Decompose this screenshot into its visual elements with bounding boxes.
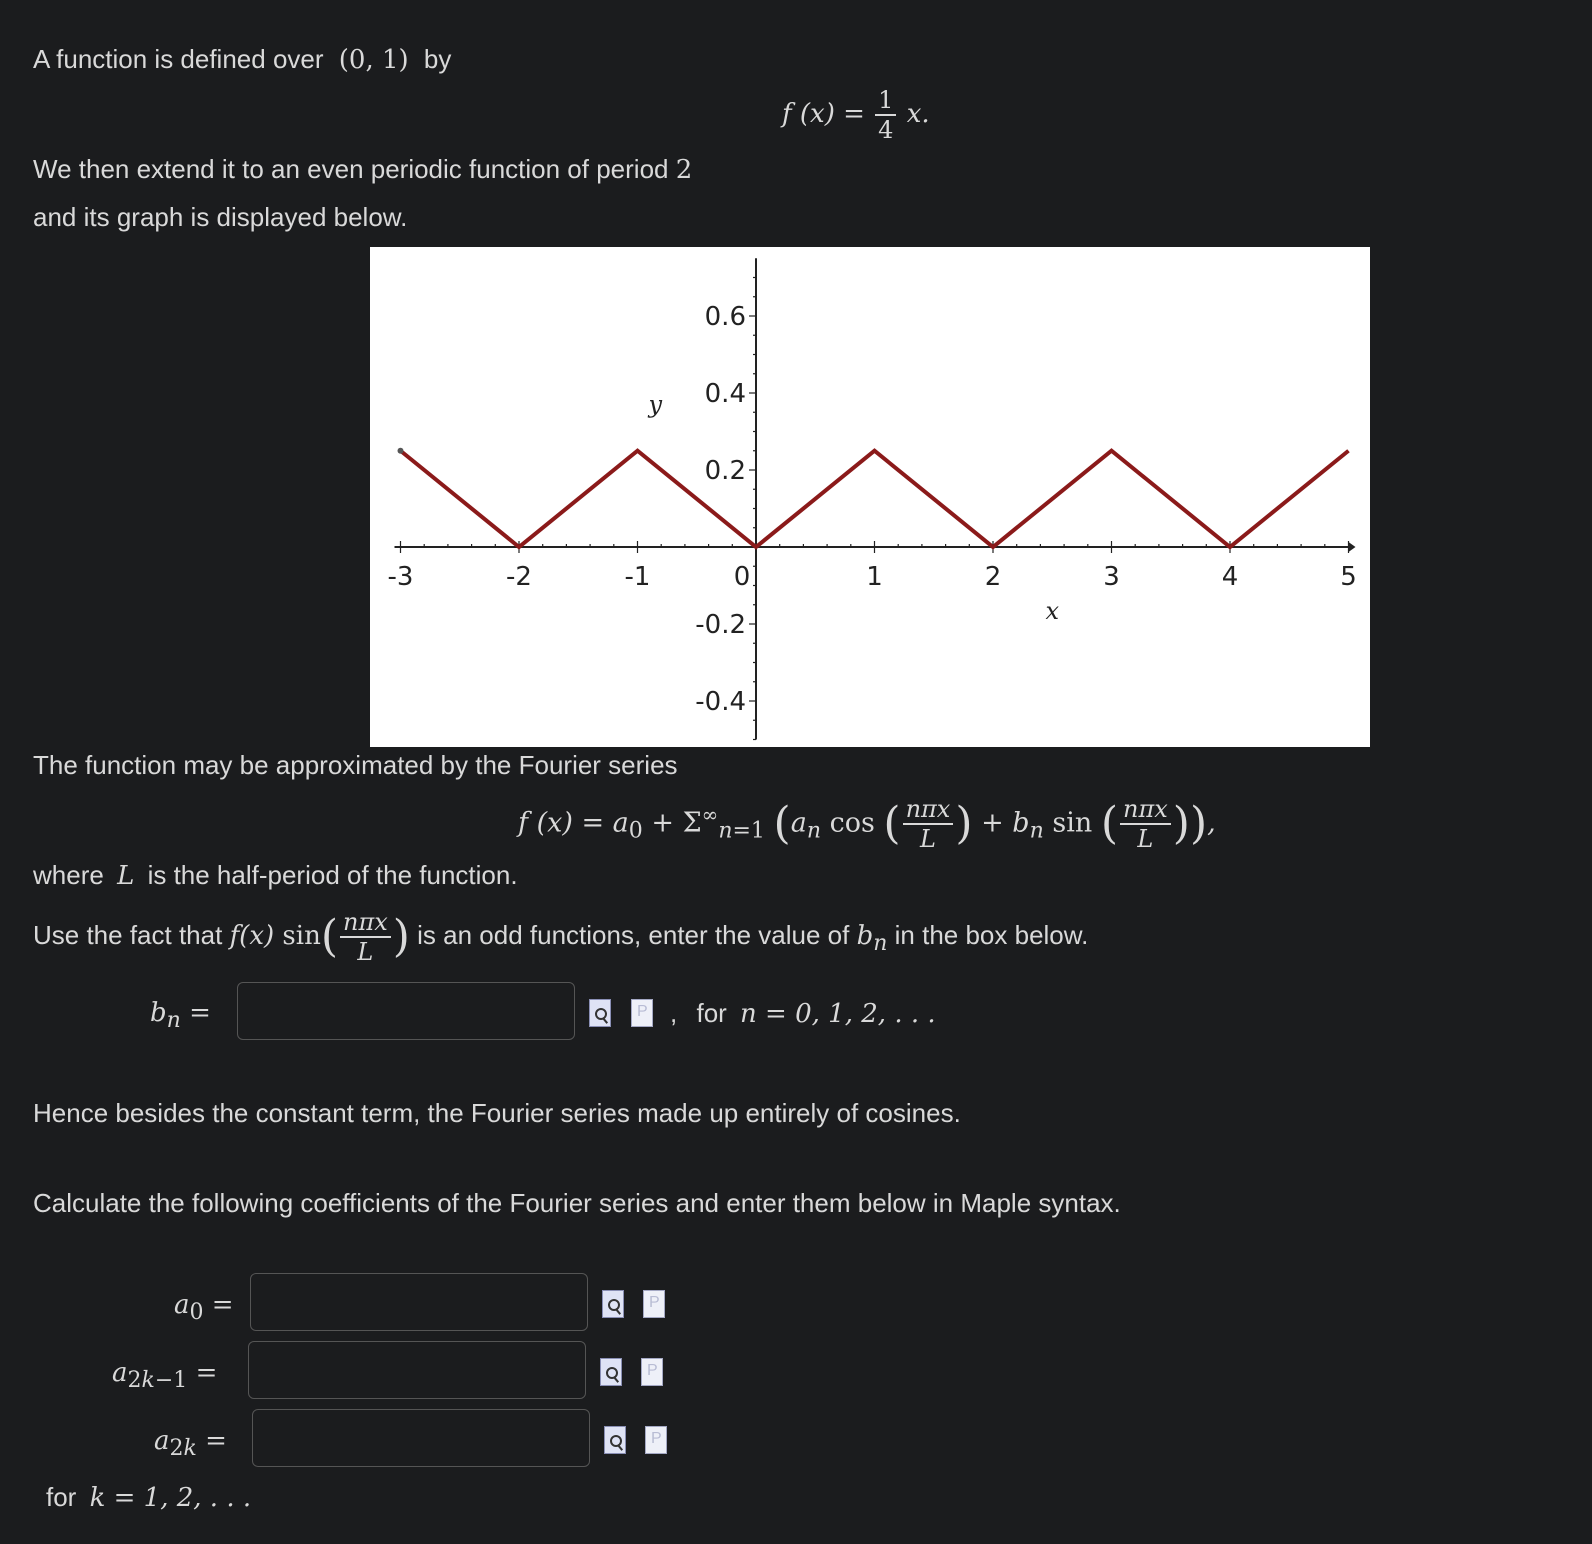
function-graph <box>370 247 1370 747</box>
series-line <box>401 451 1349 547</box>
help-icon[interactable] <box>643 1290 665 1318</box>
hence-line: Hence besides the constant term, the Fourier series made up entirely of cosines. <box>33 1098 961 1128</box>
interval: (0, 1) <box>338 45 409 75</box>
a0-input[interactable] <box>250 1273 588 1331</box>
x-axis-label: x <box>1045 597 1060 625</box>
extend-line-1: We then extend it to an even periodic function of period 2 <box>33 154 693 185</box>
intro-line: A function is defined over (0, 1) by <box>33 44 452 75</box>
x-tick-label: -2 <box>506 562 532 592</box>
calc-line: Calculate the following coefficients of the Fourier series and enter them below in Maple syntax. <box>33 1188 1121 1218</box>
function-formula: f (x) = $\frac{1}{4}$ x. <box>782 86 930 144</box>
extend-line-2: and its graph is displayed below. <box>33 202 408 232</box>
series-lead: The function may be approximated by the Fourier series <box>33 750 678 780</box>
x-tick-label: 2 <box>984 562 1002 592</box>
x-tick-label: 1 <box>866 562 883 592</box>
x-tick-label: 0 <box>733 562 751 592</box>
y-tick-label: -0.2 <box>695 610 746 640</box>
bn-range: , for n = 0, 1, 2, . . . <box>670 998 936 1029</box>
y-tick-label: -0.4 <box>695 687 746 717</box>
x-tick-label: -3 <box>387 562 414 592</box>
bn-label: $b_n$ = <box>150 998 211 1033</box>
a2km1-label: $a_{2k-1}$ = <box>112 1358 218 1393</box>
series-start-point <box>398 448 404 454</box>
x-tick-label: 5 <box>1340 562 1357 592</box>
preview-icon[interactable] <box>600 1358 622 1386</box>
use-fact-line: Use the fact that f(x) sin( $\frac{\text{nπx}}{L}$ ) is an odd functions, enter the value of $b_n$ in the box below. <box>33 908 1089 966</box>
help-icon[interactable] <box>645 1426 667 1454</box>
help-icon[interactable] <box>631 999 653 1027</box>
a0-label: $a_0$ = <box>174 1290 234 1325</box>
x-tick-label: 4 <box>1221 562 1239 592</box>
k-range: for k = 1, 2, . . . <box>46 1482 252 1513</box>
x-tick-label: 3 <box>1103 562 1120 592</box>
where-line: where L is the half-period of the function. <box>33 860 518 891</box>
a2km1-input[interactable] <box>248 1341 586 1399</box>
y-axis-label: y <box>648 390 663 419</box>
preview-icon[interactable] <box>602 1290 624 1318</box>
bn-input[interactable] <box>237 982 575 1040</box>
a2k-label: $a_{2k}$ = <box>154 1426 227 1461</box>
y-tick-label: 0.4 <box>704 379 746 409</box>
fourier-series-formula: f $(x) = a_0 + \Sigma^\infty_{n=1}$ ($a_n$ cos ( $\frac{\text{nπx}}{L}$ ) + $b_n$ sin ( $\frac{\text{nπx}}{L}$ )), <box>518 795 1216 853</box>
x-axis-arrow <box>1349 542 1356 552</box>
help-icon[interactable] <box>641 1358 663 1386</box>
a2k-input[interactable] <box>252 1409 590 1467</box>
preview-icon[interactable] <box>589 999 611 1027</box>
preview-icon[interactable] <box>604 1426 626 1454</box>
y-tick-label: 0.6 <box>704 302 746 332</box>
x-tick-label: -1 <box>624 562 651 592</box>
y-tick-label: 0.2 <box>704 456 746 486</box>
